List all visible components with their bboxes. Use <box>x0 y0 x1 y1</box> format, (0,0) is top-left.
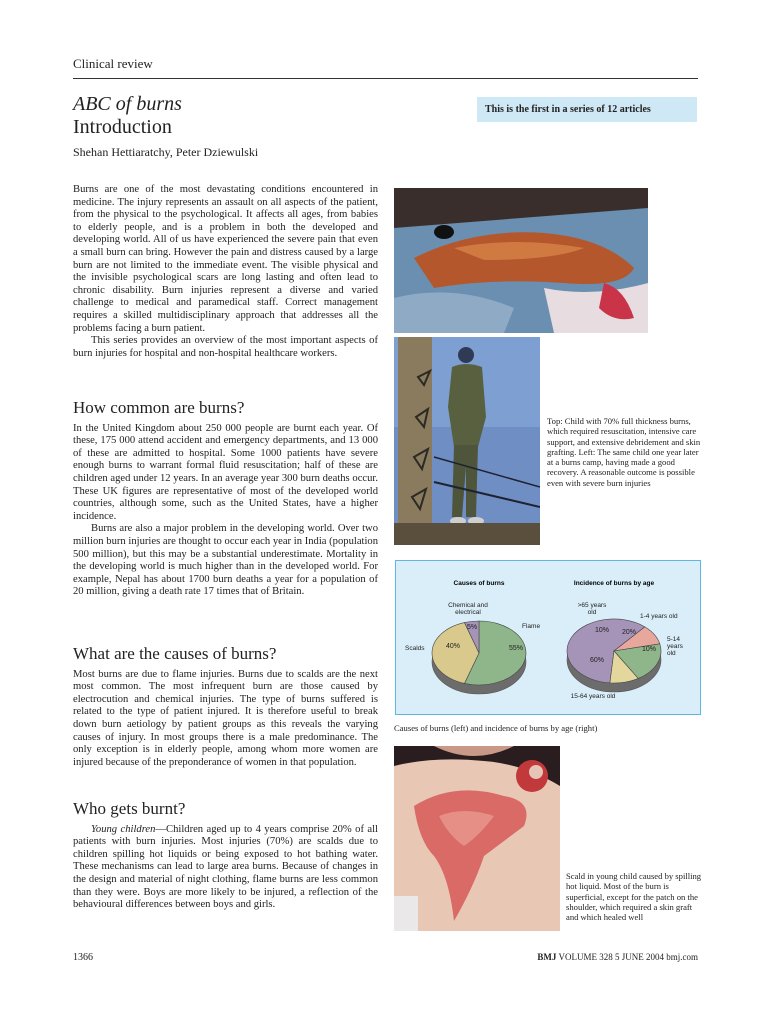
section-heading-common: How common are burns? <box>73 398 245 417</box>
chart-caption: Causes of burns (left) and incidence of burns by age (right) <box>394 723 598 733</box>
article-title: Introduction <box>73 116 172 138</box>
section-heading-causes: What are the causes of burns? <box>73 644 277 663</box>
causes-section <box>73 644 378 769</box>
pie-charts <box>396 561 700 714</box>
pie-value-label-0-0: 55% <box>508 645 524 652</box>
pie-category-label-0-0: Flame <box>522 623 541 630</box>
pie-value-label-1-1: 10% <box>594 627 610 634</box>
common-paragraph-1: In the United Kingdom about 250 000 people are burnt each year. Of these, 175 000 attend accident and emergency departments, and 13 000 of these are admitted to hospital. Some 1000 patients have severe enough burns to warrant formal fluid resuscitation; half of these are children aged under 12 years. In an average year 300 burn deaths occur. These UK figures are representative of most of the developed world countries, although some, such as the United States, have a higher incidence. <box>73 422 378 522</box>
journal-footer <box>470 952 698 962</box>
pie-title-age: Incidence of burns by age <box>573 580 655 587</box>
pie-category-label-1-1: >65 years old <box>577 602 607 616</box>
who-paragraph-1 <box>73 824 378 912</box>
journal-issue: VOLUME 328 5 JUNE 2004 bmj.com <box>558 952 698 962</box>
intro-paragraph-1: Burns are one of the most devastating conditions encountered in medicine. The injury represents an assault on all aspects of the patient, from the physical to the psychological. It affects all ages, from babies to elderly people, and is a problem in both the developed and developing world. All of us have experienced the severe pain that even a small burn can bring. However the pain and distress caused by a large burn are not limited to the immediate event. The visible physical and the invisible psychological scars are long lasting and often lead to chronic disability. Burn injuries represent a diverse and varied challenge to medical and paramedical staff. Correct management requires a skilled multidisciplinary approach that addresses all the problems facing a burn patient. <box>73 184 378 334</box>
common-section <box>73 398 378 599</box>
photo-child-recovery <box>394 337 540 545</box>
who-text: —Children aged up to 4 years comprise 20% of all patients with burn injuries. Most injuries (70%) are scalds due to children spilling hot liquids or being exposed to hot bathing water. These mechanisms can lead to large area burns. Because of changes in the design and material of night clothing, flame burns are less common than they were. Boys are more likely to be injured, a reflection of the behavioural differences between boys and girls. <box>73 823 378 911</box>
scald-caption: Scald in young child caused by spilling hot liquid. Most of the burn is superficial, except for the patch on the shoulder, which required a skin graft and which healed well <box>566 871 702 923</box>
pie-chart-figure <box>395 560 701 715</box>
pie-category-label-1-2: 1-4 years old <box>640 613 678 620</box>
photo-caption: Top: Child with 70% full thickness burns, which required resuscitation, intensive care support, and extensive debridement and skin grafting. Left: The same child one year later at a burns camp, having made a good recovery. A reasonable outcome is possible even with severe burn injuries <box>547 416 701 488</box>
intro-section <box>73 184 378 360</box>
photo-scald <box>394 746 560 931</box>
pie-causes <box>405 602 540 694</box>
series-note: This is the first in a series of 12 articles <box>477 97 697 122</box>
pie-value-label-0-2: 5% <box>466 624 478 631</box>
authors: Shehan Hettiaratchy, Peter Dziewulski <box>73 145 259 159</box>
intro-paragraph-2: This series provides an overview of the most important aspects of burn injuries for hospital and non-hospital healthcare workers. <box>73 335 378 359</box>
pie-category-label-0-1: Scalds <box>405 645 425 652</box>
pie-value-label-1-3: 10% <box>641 646 657 653</box>
common-paragraph-2: Burns are also a major problem in the developing world. Over two million burn injuries are thought to occur each year in India (population 500 million), but this may be a substantial underestimate. Mortality in the developing world is much higher than in the developed world. For example, Nepal has about 1700 burn deaths a year for a population of 20 million, giving a death rate 17 times that of Britain. <box>73 523 378 598</box>
pie-age <box>567 602 684 700</box>
pie-category-label-0-2: Chemical and electrical <box>448 602 488 616</box>
header-rule <box>73 78 698 79</box>
section-heading-who: Who gets burnt? <box>73 799 186 818</box>
pie-category-label-1-3: 5-14 years old <box>667 636 683 657</box>
who-run-in-label: Young children <box>91 823 156 835</box>
pie-category-label-1-0: 15-64 years old <box>570 693 616 700</box>
pie-value-label-0-1: 40% <box>445 643 461 650</box>
photo-burn-patient <box>394 188 648 333</box>
running-head: Clinical review <box>73 56 153 71</box>
series-title: ABC of burns <box>73 93 182 115</box>
page-number: 1366 <box>73 952 93 963</box>
pie-value-label-1-0: 60% <box>589 657 605 664</box>
pie-title-causes: Causes of burns <box>453 580 505 587</box>
who-section <box>73 799 378 912</box>
pie-value-label-1-2: 20% <box>621 629 637 636</box>
causes-paragraph-1: Most burns are due to flame injuries. Burns due to scalds are the next most common. The most infrequent burn are those caused by electrocution and chemical injuries. The type of burns suffered is related to the type of patient injured. It is therefore useful to break down burn aetiology by patient groups as this reveals the varying causes of injury. In most groups there is a male predominance. The only exception is in elderly people, among whom more women are injured because of the preponderance of women in that population. <box>73 668 378 768</box>
journal-name: BMJ <box>537 952 557 962</box>
